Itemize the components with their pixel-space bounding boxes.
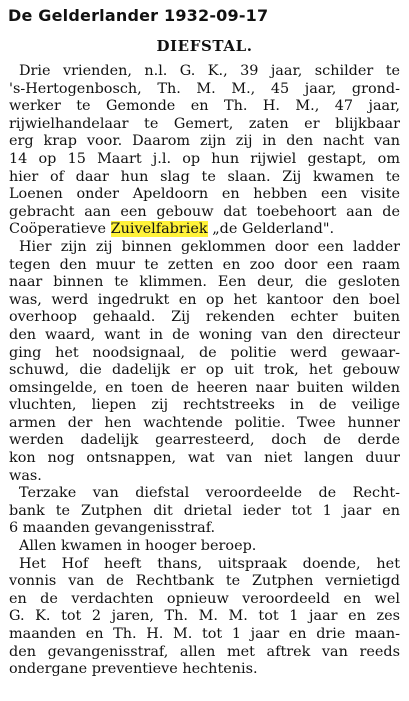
article-line: den gevangenisstraf, allen met aftrek van reeds — [9, 643, 400, 660]
article-line: tegen den muur te zetten en zoo door een raam — [9, 256, 400, 273]
article-line: armen der hen wachtende politie. Twee hunner — [9, 414, 400, 431]
article-line: maanden en Th. H. M. tot 1 jaar en drie maan- — [9, 626, 400, 642]
article-line: schuwd, die dadelijk er op uit trok, het gebouw — [9, 362, 400, 379]
article-line: Coöperatieve Zuivelfabriek „de Gelderland". — [9, 221, 335, 238]
article-line: naar binnen te klimmen. Een deur, die gesloten — [9, 274, 400, 291]
article-line: rijwielhandelaar te Gemert, zaten er blijkbaar — [9, 115, 400, 132]
article-line: hier of daar hun slag te slaan. Zij kwamen te — [9, 168, 400, 185]
article-line: den waard, want in de woning van den directeur — [9, 326, 400, 343]
article-line: Drie vrienden, n.l. G. K., 39 jaar, schilder te — [19, 63, 400, 79]
article-line: Loenen onder Apeldoorn en hebben een visite — [9, 186, 400, 203]
article-line: was. — [9, 467, 42, 484]
article-line: Allen kwamen in hooger beroep. — [19, 538, 257, 555]
article-line: en de verdachten opnieuw veroordeeld en wel — [9, 590, 400, 607]
article-line: gebracht aan een gebouw dat toebehoort aan de — [9, 203, 400, 220]
article-line: bank te Zutphen dit drietal ieder tot 1 jaar en — [9, 502, 400, 519]
article-line: werden dadelijk gearresteerd, doch de derde — [9, 432, 400, 449]
article-line: erg krap voor. Daarom zijn zij in den nacht van — [9, 133, 400, 150]
article-line: vluchten, liepen zij rechtstreeks in de veilige — [9, 397, 400, 414]
article-line: was, werd ingedrukt en op het kantoor den boel — [9, 291, 400, 308]
article-line: ondergane preventieve hechtenis. — [9, 661, 258, 678]
article-line: omsingelde, en toen de heeren naar buiten wilden — [9, 379, 400, 396]
article-line: Terzake van diefstal veroordeelde de Recht- — [19, 485, 400, 502]
article-line: werker te Gemonde en Th. H. M., 47 jaar, — [9, 98, 400, 115]
article-headline: DIEFSTAL. — [156, 37, 253, 55]
article-line: 14 op 15 Maart j.l. op hun rijwiel gestapt, om — [9, 150, 400, 167]
article-body — [9, 63, 400, 679]
masthead: De Gelderlander 1932-09-17 — [8, 6, 269, 25]
article-line: Hier zijn zij binnen geklommen door een ladder — [19, 238, 400, 255]
article-line: 's-Hertogenbosch, Th. M. M., 45 jaar, grond- — [9, 80, 400, 97]
article-line: vonnis van de Rechtbank te Zutphen vernietigd — [9, 573, 400, 590]
highlighted-word: Zuivelfabriek — [110, 221, 208, 238]
article-line: overhoop gehaald. Zij rekenden echter buiten — [9, 309, 400, 326]
article-line: kon nog ontsnappen, wat van niet langen duur — [9, 450, 400, 467]
article-line: ging het noodsignaal, de politie werd gewaar- — [9, 344, 400, 361]
article-line: G. K. tot 2 jaren, Th. M. M. tot 1 jaar en zes — [9, 608, 400, 625]
article-line: 6 maanden gevangenisstraf. — [9, 520, 216, 537]
article-line: Het Hof heeft thans, uitspraak doende, het — [19, 555, 400, 572]
